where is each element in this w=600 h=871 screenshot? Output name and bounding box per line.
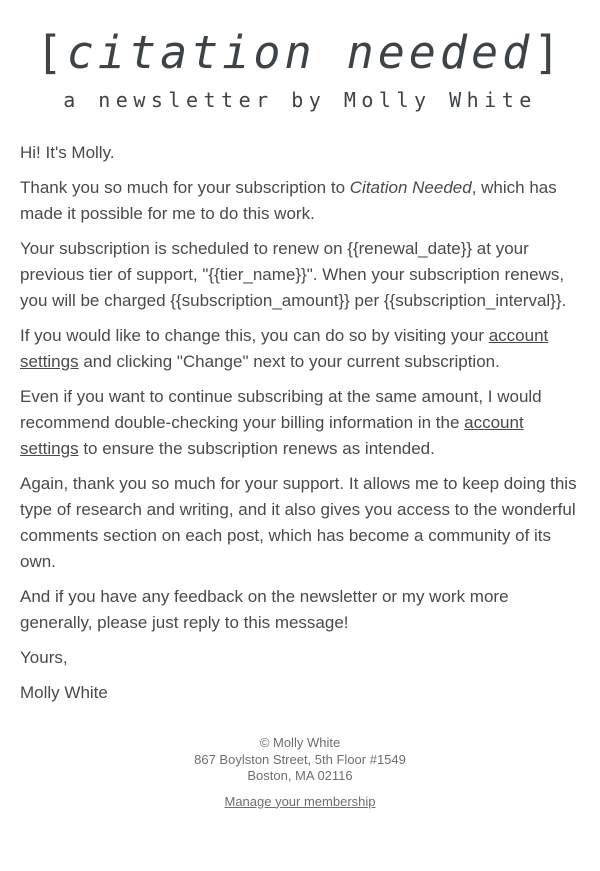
- manage-membership-link[interactable]: Manage your membership: [224, 793, 376, 809]
- address-line-2: Boston, MA 02116: [247, 768, 353, 783]
- title-text: citation needed: [66, 26, 534, 79]
- copyright-line: © Molly White: [259, 735, 341, 750]
- newsletter-subtitle: a newsletter by Molly White: [63, 88, 537, 112]
- billing-paragraph: [20, 384, 580, 462]
- signature-line: Molly White: [20, 683, 108, 702]
- account-settings-link-2[interactable]: account settings: [20, 413, 524, 458]
- email-footer: [0, 715, 600, 825]
- thanks-paragraph: [20, 175, 580, 227]
- change-text-pre: If you would like to change this, you can do so by visiting your: [20, 326, 489, 345]
- newsletter-name-italic: Citation Needed: [349, 178, 472, 197]
- closing-line: Yours,: [20, 648, 68, 667]
- email-body: [0, 112, 600, 706]
- greeting-paragraph: Hi! It's Molly.: [20, 143, 115, 162]
- feedback-paragraph: And if you have any feedback on the newsletter or my work more generally, please just reply to this message!: [20, 587, 509, 632]
- newsletter-masthead: [0, 0, 600, 112]
- newsletter-title: [0, 28, 600, 78]
- support-thanks-paragraph: Again, thank you so much for your support. It allows me to keep doing this type of research and writing, and it also gives you access to the wonderful comments section on each post, which has become a community of its own.: [20, 474, 577, 571]
- change-paragraph: [20, 323, 580, 375]
- footer-address-block: [20, 735, 580, 785]
- thanks-text-pre: Thank you so much for your subscription to: [20, 178, 350, 197]
- account-settings-link[interactable]: account settings: [20, 326, 549, 371]
- renewal-paragraph: Your subscription is scheduled to renew on {{renewal_date}} at your previous tier of support, "{{tier_name}}". When your subscription renews, you will be charged {{subscription_amount}} per {{subscription_interval}}.: [20, 239, 567, 310]
- title-bracket-right: ]: [533, 26, 565, 79]
- change-text-post: and clicking "Change" next to your current subscription.: [78, 352, 500, 371]
- title-bracket-left: [: [35, 26, 67, 79]
- billing-text-post: to ensure the subscription renews as intended.: [78, 439, 435, 458]
- address-line-1: 867 Boylston Street, 5th Floor #1549: [194, 751, 406, 767]
- thanks-text-post: , which has made it possible for me to do this work.: [20, 178, 557, 223]
- billing-text-pre: Even if you want to continue subscribing at the same amount, I would recommend double-checking your billing information in the: [20, 387, 542, 432]
